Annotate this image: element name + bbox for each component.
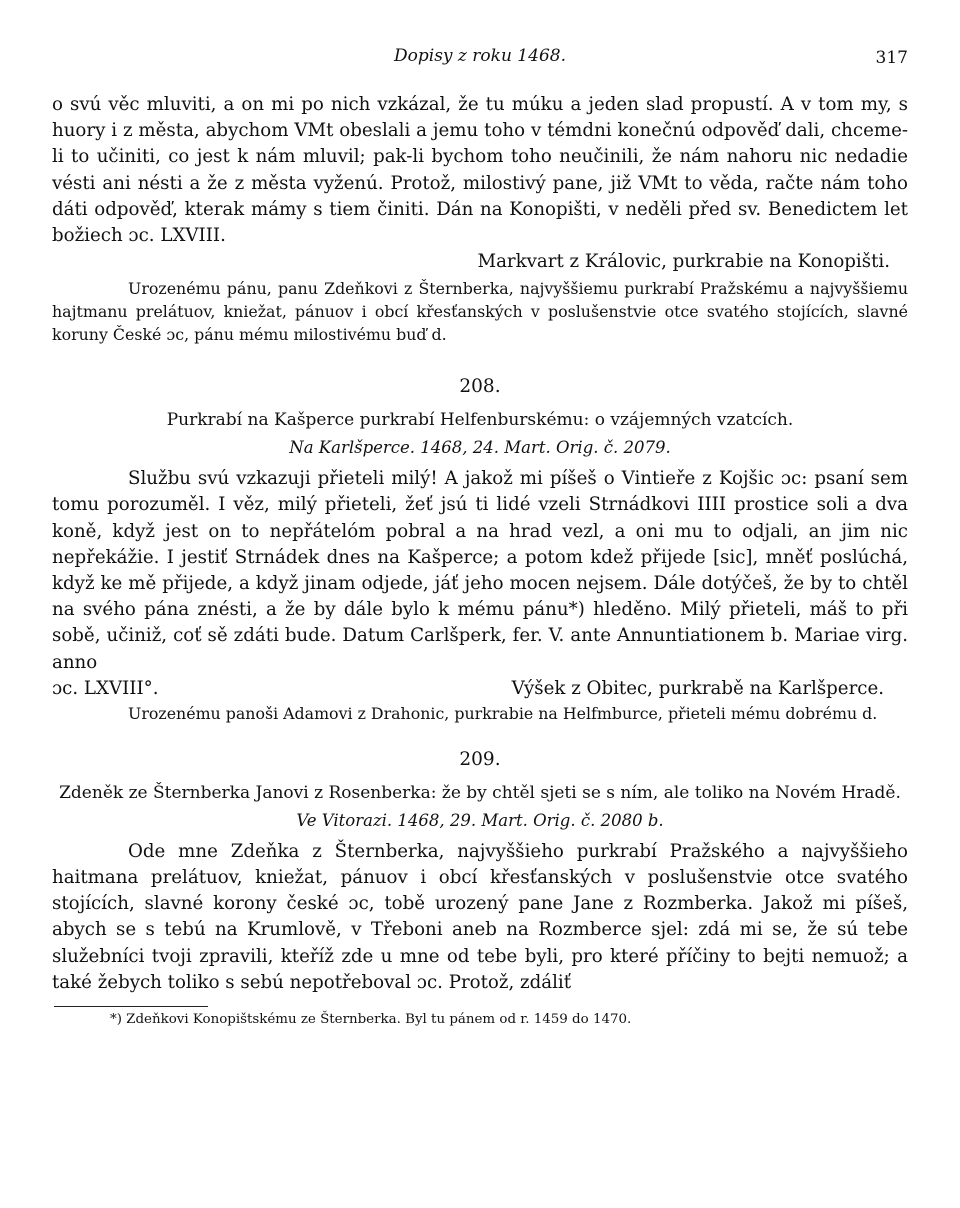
letter-208-body: Službu svú vzkazuji přieteli milý! A jakož mi píšeš o Vintieře z Kojšic ɔc: psaní sem tomu porozuměl. I věz, milý přieteli, žeť jsú ti lidé vzeli Strnádkovi IIII prostice soli a dva koně, když jest on to nepřátelóm pobral a na hrad vezl, a oni mu to odjali, an jim nic nepřekážie. I jestiť Strnádek dnes na Kašperce; a potom kdež přijede [sic], mněť poslúchá, když ke mě přijede, a když jinam odjede, jáť jeho mocen nejsem. Dále dotýčeš, že by to chtěl na svého pána znésti, a že by dále bylo k mému pánu*) hleděno. Milý přieteli, máš to při sobě, učiniž, coť sě zdáti bude. Datum Carlšperk, fer. V. ante Annuntiationem b. Mariae virg. anno xyxy=(52,468,908,673)
letter-209-source: Ve Vitorazi. 1468, 29. Mart. Orig. č. 2080 b. xyxy=(296,810,664,830)
letter-208-signature: Výšek z Obitec, purkrabě na Karlšperce. xyxy=(511,677,884,699)
letter-208-address: Urozenému panoši Adamovi z Drahonic, purkrabie na Helfmburce, přieteli mému dobrému d. xyxy=(128,703,878,723)
letter-209-body: Ode mne Zdeňka z Šternberka, najvyššieho purkrabí Pražského a najvyššieho haitmana prelátuov, kniežat, pánuov i obcí křesťanských v poslušenstvie otce svatého stojících, slavné korony české ɔc, tobě urozený pane Jane z Rozmberka. Jakož mi píšeš, abych se s tebú na Krumlově, v Třeboni aneb na Rozmberce sjel: zdá mi se, že sú tebe služebníci tvoji zpravili, kteříž zde u mne od tebe byli, pro které příčiny to bejti nemuož; a také žebych toliko s sebú nepotřeboval ɔc. Protož, zdáliť xyxy=(52,840,908,993)
letter-208-date-end: ɔc. LXVIII°. xyxy=(52,677,159,699)
page xyxy=(52,40,908,1031)
footnote-rule xyxy=(54,1006,208,1007)
footnote: *) Zdeňkovi Konopištskému ze Šternberka. Byl tu pánem od r. 1459 do 1470. xyxy=(110,1012,632,1028)
running-head xyxy=(52,40,908,70)
letter-209-number: 209. xyxy=(459,748,501,770)
letter-208-source: Na Karlšperce. 1468, 24. Mart. Orig. č. 2079. xyxy=(289,438,671,458)
letter-208-closing xyxy=(52,676,908,702)
prev-letter-body: o svú věc mluviti, a on mi po nich vzkázal, že tu múku a jeden slad propustí. A v tom my, s huory i z města, abychom VMt obeslali a jemu toho v témdni konečnú odpověď dali, chceme-li to učiniti, co jest k nám mluvil; pak-li bychom toho neučinili, že nám nahoru nic nedadie vésti ani nésti a že z města vyženú. Protož, milostivý pane, již VMt to věda, račte nám toho dáti odpověď, kterak mámy s tiem činiti. Dán na Konopišti, v neděli před sv. Benedictem let božiech ɔc. LXVIII. xyxy=(52,94,908,247)
running-title: Dopisy z roku 1468. xyxy=(394,46,566,66)
page-number: 317 xyxy=(875,48,908,68)
prev-letter-signature: Markvart z Královic, purkrabie na Konopišti. xyxy=(477,251,890,273)
letter-209-summary: Zdeněk ze Šternberka Janovi z Rosenberka: že by chtěl sjeti se s ním, ale toliko na Novém Hradě. xyxy=(59,782,901,803)
letter-208-summary: Purkrabí na Kašperce purkrabí Helfenburskému: o vzájemných vzatcích. xyxy=(166,410,794,431)
letter-208-number: 208. xyxy=(459,376,501,398)
prev-letter-address: Urozenému pánu, panu Zdeňkovi z Šternberka, najvyššiemu purkrabí Pražskému a najvyššiemu hajtmanu prelátuov, kniežat, pánuov i obcí křesťanských v poslušenstvie otce svatého stojících, slavné koruny České ɔc, pánu mému milostivému buď d. xyxy=(52,279,908,345)
